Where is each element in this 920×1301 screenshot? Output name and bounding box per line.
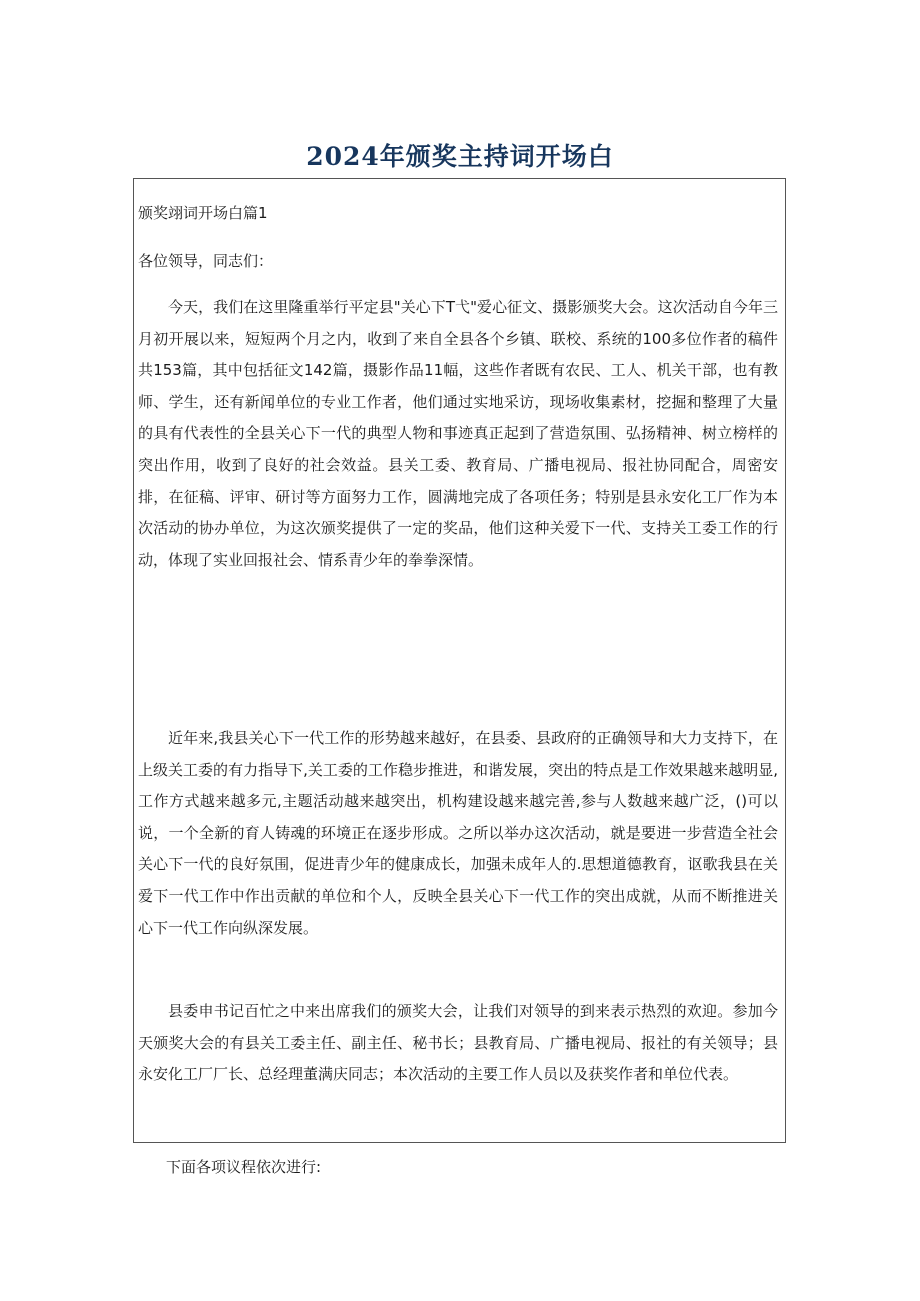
content-frame [133,178,786,1143]
section-heading: 颁奖翊词开场白篇1 [138,204,268,222]
paragraph-progress: 近年来,我县关心下一代工作的形势越来越好，在县委、县政府的正确领导和大力支持下，在上级关工委的有力指导下,关工委的工作稳步推进，和谐发展，突出的特点是工作效果越来越明显,工作方式越来越多元,主题活动越来越突出，机构建设越来越完善,参与人数越来越广泛，()可以说，一个全新的育人铸魂的环境正在逐步形成。之所以举办这次活动，就是要进一步营造全社会关心下一代的良好氛围，促进青少年的健康成长，加强未成年人的.思想道德教育，讴歌我县在关爱下一代工作中作出贡献的单位和个人，反映全县关心下一代工作的突出成就，从而不断推进关心下一代工作向纵深发展。 [138,729,778,937]
agenda-intro: 下面各项议程依次进行: [166,1158,322,1176]
document-title: 2024年颁奖主持词开场白 [306,141,614,171]
greeting-line: 各位领导，同志们： [138,252,274,270]
paragraph-welcome: 县委申书记百忙之中来出席我们的颁奖大会，让我们对领导的到来表示热烈的欢迎。参加今天颁奖大会的有县关工委主任、副主任、秘书长；县教育局、广播电视局、报社的有关领导；县永安化工厂厂长、总经理董满庆同志；本次活动的主要工作人员以及获奖作者和单位代表。 [138,1002,778,1084]
paragraph-opening: 今天，我们在这里隆重举行平定县"关心下T弋"爱心征文、摄影颁奖大会。这次活动自今年三月初开展以来，短短两个月之内，收到了来自全县各个乡镇、联校、系统的100多位作者的稿件共153篇，其中包括征文142篇，摄影作品11幅，这些作者既有农民、工人、机关干部，也有教师、学生，还有新闻单位的专业工作者，他们通过实地采访，现场收集素材，挖掘和整理了大量的具有代表性的全县关心下一代的典型人物和事迹真正起到了营造氛围、弘扬精神、树立榜样的突出作用，收到了良好的社会效益。县关工委、教育局、广播电视局、报社协同配合，周密安排，在征稿、评审、研讨等方面努力工作，圆满地完成了各项任务；特别是县永安化工厂作为本次活动的协办单位，为这次颁奖提供了一定的奖品，他们这种关爱下一代、支持关工委工作的行动，体现了实业回报社会、情系青少年的拳拳深情。 [138,298,778,569]
